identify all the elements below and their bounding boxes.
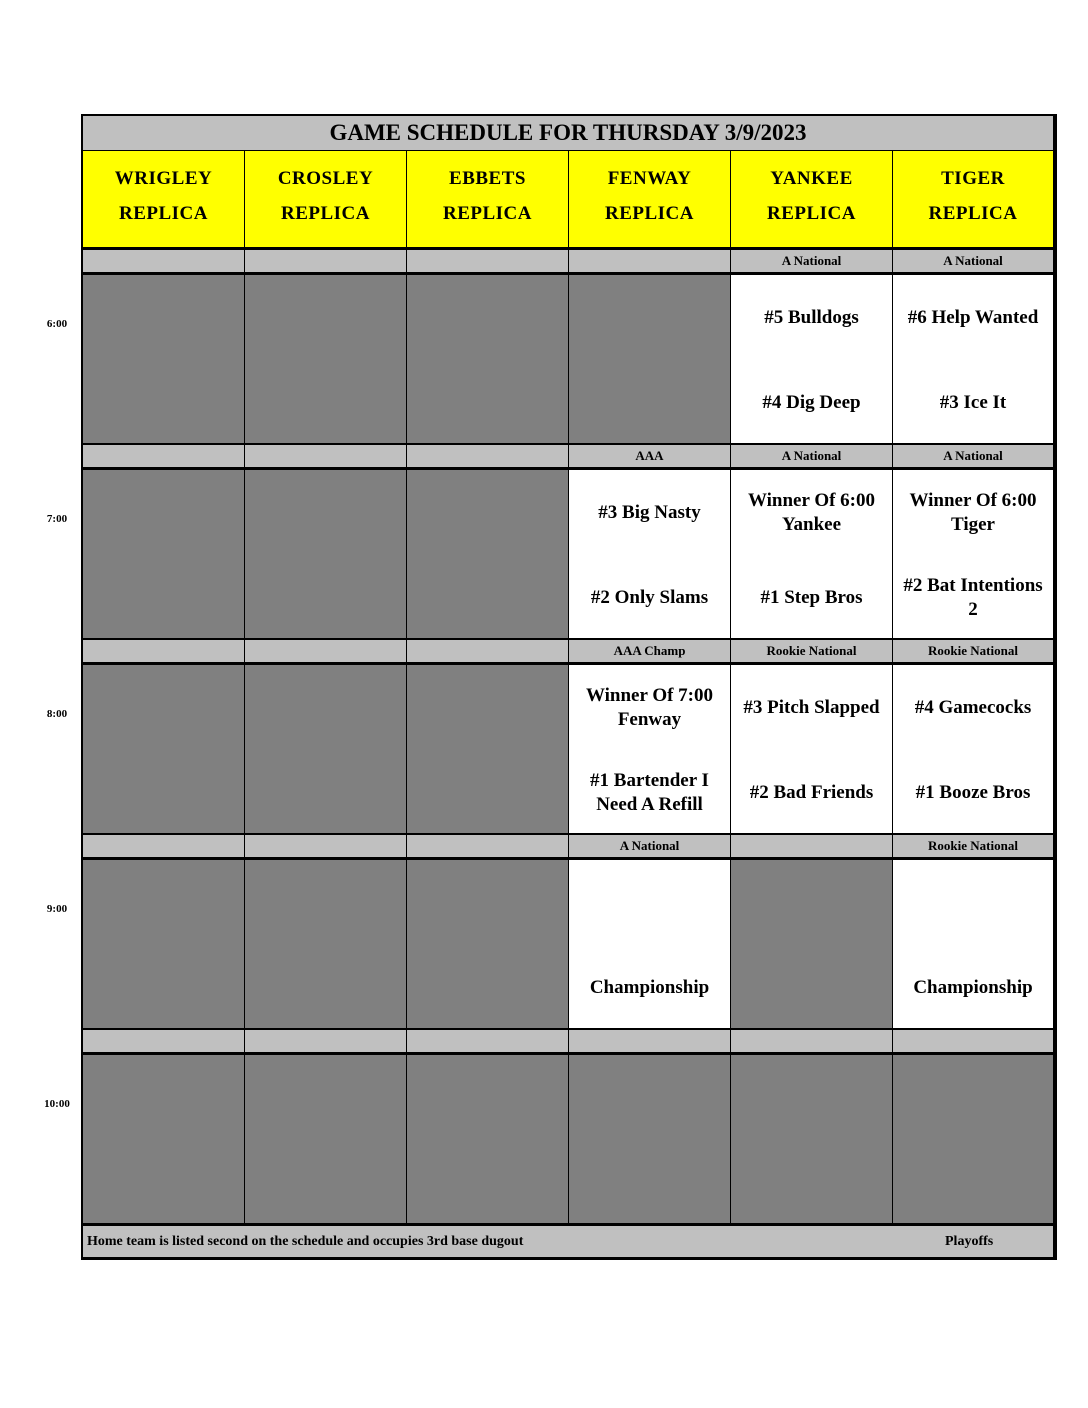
league-label — [407, 1030, 568, 1052]
away-team: Winner Of 6:00 Yankee — [747, 490, 876, 535]
venue-name: YANKEE — [770, 167, 853, 189]
away-team: #3 Big Nasty — [598, 502, 701, 523]
venue-subtitle: REPLICA — [442, 202, 532, 224]
game-slot — [893, 470, 1053, 638]
league-label — [83, 835, 244, 857]
schedule-grid — [81, 114, 1057, 1260]
league-label — [407, 250, 568, 272]
away-team: Winner Of 7:00 Fenway — [585, 685, 714, 730]
venue-name: WRIGLEY — [114, 167, 213, 189]
empty-slot — [245, 470, 406, 638]
league-label — [893, 1030, 1053, 1052]
game-slot — [731, 470, 892, 638]
game-slot — [893, 275, 1053, 443]
league-label — [569, 1030, 730, 1052]
league-label — [407, 445, 568, 467]
time-label: 10:00 — [44, 1098, 70, 1110]
time-label: 6:00 — [46, 318, 68, 330]
league-label — [569, 250, 730, 272]
empty-slot — [83, 665, 244, 833]
venue-header-tiger — [893, 151, 1053, 247]
venue-name: EBBETS — [449, 167, 526, 189]
empty-slot — [83, 860, 244, 1028]
home-team: #1 Step Bros — [760, 587, 863, 608]
away-team — [569, 878, 730, 928]
league-label — [245, 1030, 406, 1052]
empty-slot — [569, 275, 730, 443]
venue-name: FENWAY — [607, 167, 692, 189]
game-slot — [569, 470, 730, 638]
away-team: #3 Pitch Slapped — [743, 697, 880, 718]
league-label: AAA — [569, 445, 730, 467]
venue-subtitle: REPLICA — [766, 202, 856, 224]
footer-tag: Playoffs — [945, 1233, 994, 1249]
league-label: A National — [731, 445, 892, 467]
away-team: #4 Gamecocks — [914, 697, 1032, 718]
time-label: 8:00 — [46, 708, 68, 720]
league-label — [83, 640, 244, 662]
away-team: Winner Of 6:00 Tiger — [909, 490, 1037, 535]
league-label — [731, 1030, 892, 1052]
league-label — [407, 835, 568, 857]
empty-slot — [245, 1055, 406, 1223]
league-label: Rookie National — [731, 640, 892, 662]
home-team: #2 Only Slams — [590, 587, 709, 608]
empty-slot — [245, 860, 406, 1028]
home-team: #2 Bat Intentions 2 — [903, 575, 1043, 620]
empty-slot — [731, 1055, 892, 1223]
venue-header-yankee — [731, 151, 892, 247]
venue-subtitle: REPLICA — [928, 202, 1018, 224]
league-label — [245, 250, 406, 272]
league-label: Rookie National — [893, 835, 1053, 857]
home-team: Championship — [589, 977, 710, 998]
time-label: 9:00 — [46, 903, 68, 915]
home-team: Championship — [913, 977, 1033, 998]
game-slot — [569, 665, 730, 833]
league-label: Rookie National — [893, 640, 1053, 662]
away-team — [893, 878, 1053, 928]
home-team: #4 Dig Deep — [762, 392, 861, 413]
venue-header-fenway — [569, 151, 730, 247]
venue-name: TIGER — [941, 167, 1005, 189]
empty-slot — [83, 1055, 244, 1223]
league-label: A National — [569, 835, 730, 857]
home-team: #3 Ice It — [939, 392, 1007, 413]
league-label — [245, 445, 406, 467]
empty-slot — [407, 1055, 568, 1223]
league-label — [83, 250, 244, 272]
game-slot — [893, 860, 1053, 1028]
venue-subtitle: REPLICA — [604, 202, 694, 224]
league-label — [83, 445, 244, 467]
venue-header-ebbets — [407, 151, 568, 247]
empty-slot — [407, 275, 568, 443]
league-label — [245, 640, 406, 662]
league-label: A National — [731, 250, 892, 272]
empty-slot — [569, 1055, 730, 1223]
away-team: #6 Help Wanted — [907, 307, 1039, 328]
empty-slot — [407, 470, 568, 638]
empty-slot — [83, 470, 244, 638]
home-team: #2 Bad Friends — [749, 782, 874, 803]
empty-slot — [731, 860, 892, 1028]
league-label — [731, 835, 892, 857]
empty-slot — [893, 1055, 1053, 1223]
empty-slot — [83, 275, 244, 443]
league-label — [245, 835, 406, 857]
empty-slot — [407, 665, 568, 833]
league-label: A National — [893, 250, 1053, 272]
empty-slot — [245, 275, 406, 443]
game-slot — [893, 665, 1053, 833]
empty-slot — [245, 665, 406, 833]
home-team: #1 Bartender I Need A Refill — [590, 770, 709, 815]
empty-slot — [407, 860, 568, 1028]
league-label: AAA Champ — [569, 640, 730, 662]
away-team: #5 Bulldogs — [764, 307, 859, 328]
venue-name: CROSLEY — [277, 167, 374, 189]
venue-header-wrigley — [83, 151, 244, 247]
league-label: A National — [893, 445, 1053, 467]
footer-bar — [83, 1226, 1053, 1257]
league-label — [83, 1030, 244, 1052]
game-slot — [731, 665, 892, 833]
time-label: 7:00 — [46, 513, 68, 525]
venue-header-crosley — [245, 151, 406, 247]
league-label — [407, 640, 568, 662]
venue-subtitle: REPLICA — [118, 202, 208, 224]
venue-subtitle: REPLICA — [280, 202, 370, 224]
schedule-title: GAME SCHEDULE FOR THURSDAY 3/9/2023 — [83, 116, 1053, 150]
game-slot — [569, 860, 730, 1028]
game-slot — [731, 275, 892, 443]
home-team: #1 Booze Bros — [915, 782, 1031, 803]
footer-note: Home team is listed second on the schedule and occupies 3rd base dugout — [87, 1233, 524, 1249]
